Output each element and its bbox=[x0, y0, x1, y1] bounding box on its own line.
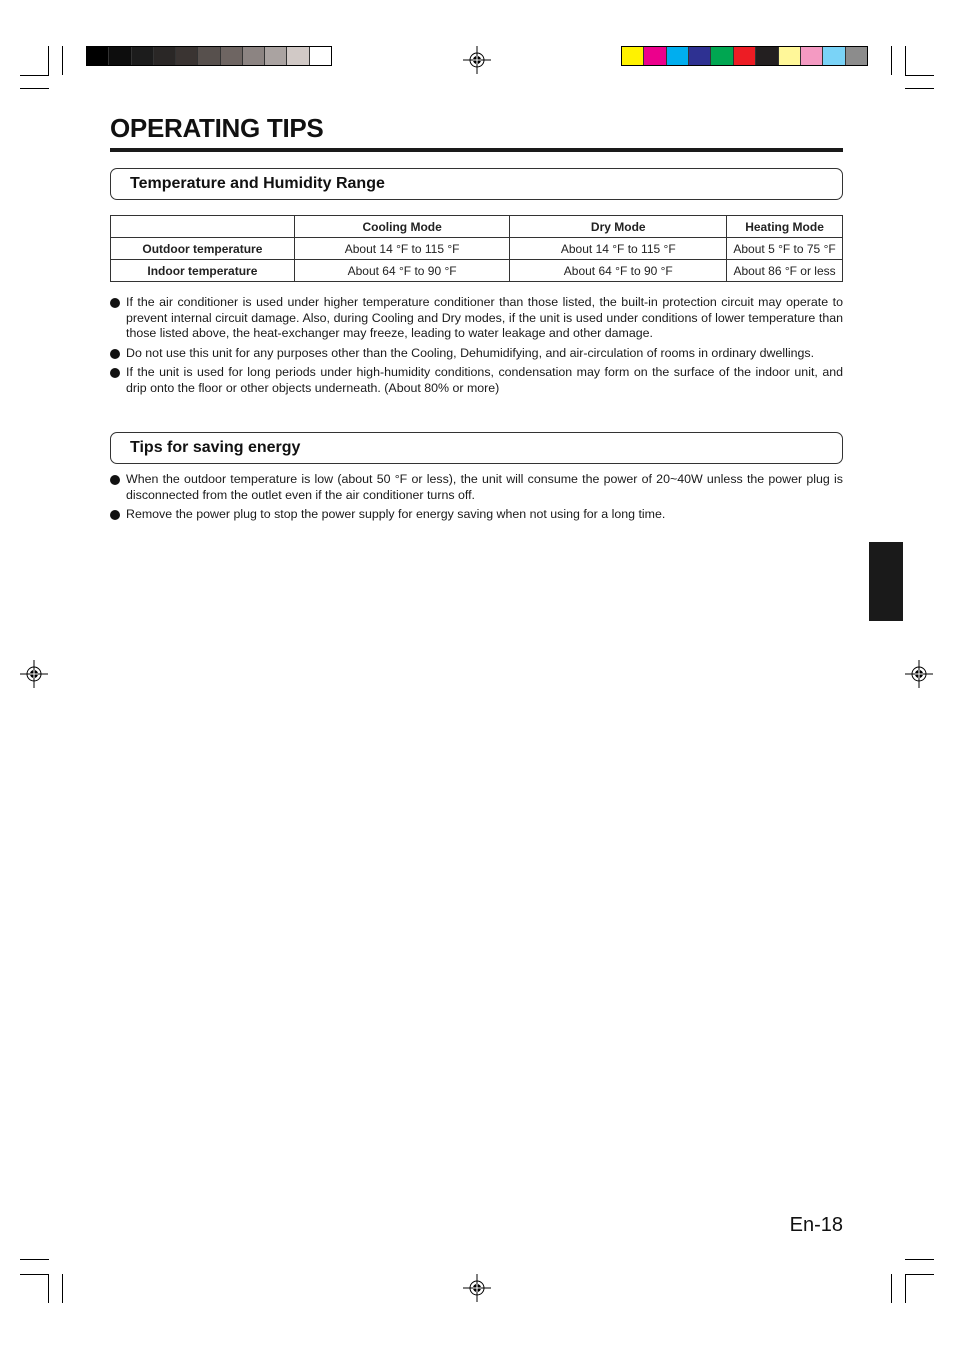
color-swatch bbox=[667, 47, 689, 65]
crop-mark bbox=[905, 75, 934, 76]
table-cell: About 64 °F to 90 °F bbox=[294, 260, 510, 282]
table-row bbox=[111, 260, 843, 282]
crop-mark bbox=[20, 1259, 49, 1260]
color-swatch bbox=[265, 47, 287, 65]
list-item bbox=[110, 295, 843, 342]
crop-mark bbox=[62, 1274, 63, 1303]
registration-icon bbox=[20, 660, 48, 688]
crop-mark bbox=[20, 75, 49, 76]
crop-mark bbox=[905, 46, 906, 75]
section-heading: Tips for saving energy bbox=[130, 439, 301, 456]
list-item bbox=[110, 472, 843, 503]
registration-icon bbox=[463, 46, 491, 74]
color-swatch bbox=[87, 47, 109, 65]
list-item bbox=[110, 346, 843, 362]
table-row-label: Outdoor temperature bbox=[111, 238, 295, 260]
color-swatch bbox=[779, 47, 801, 65]
section-header-temperature bbox=[110, 168, 843, 200]
table-cell: About 86 °F or less bbox=[727, 260, 843, 282]
color-swatch bbox=[756, 47, 778, 65]
table-header-cell bbox=[111, 216, 295, 238]
crop-mark bbox=[48, 1274, 49, 1303]
color-swatch bbox=[310, 47, 331, 65]
table-cell: About 5 °F to 75 °F bbox=[727, 238, 843, 260]
color-swatch bbox=[109, 47, 131, 65]
color-swatch bbox=[734, 47, 756, 65]
color-swatch bbox=[154, 47, 176, 65]
color-swatch-bar bbox=[621, 46, 868, 66]
crop-mark bbox=[48, 46, 49, 75]
table-cell: About 14 °F to 115 °F bbox=[510, 238, 727, 260]
section-header-energy bbox=[110, 432, 843, 464]
color-swatch bbox=[622, 47, 644, 65]
list-item-text: When the outdoor temperature is low (about 50 °F or less), the unit will consume the power of 20~40W unless the power plug is disconnected from the outlet even if the air conditioner turns off. bbox=[126, 472, 843, 502]
temperature-notes bbox=[110, 295, 843, 400]
crop-mark bbox=[905, 1274, 906, 1303]
table-row bbox=[111, 238, 843, 260]
crop-mark bbox=[20, 88, 49, 89]
table-cell: About 64 °F to 90 °F bbox=[510, 260, 727, 282]
list-item-text: If the air conditioner is used under higher temperature conditioner than those listed, the built-in protection circuit may operate to prevent internal circuit damage. Also, during Cooling and Dry modes, if the unit is used under conditions of lower temperature than those listed above, the heat-exchanger may freeze, leading to water leakage and other damage. bbox=[126, 295, 843, 340]
color-swatch bbox=[176, 47, 198, 65]
crop-mark bbox=[62, 46, 63, 75]
list-item-text: Remove the power plug to stop the power supply for energy saving when not using for a long time. bbox=[126, 507, 666, 521]
registration-icon bbox=[905, 660, 933, 688]
grayscale-swatch-bar bbox=[86, 46, 332, 66]
color-swatch bbox=[711, 47, 733, 65]
list-item bbox=[110, 365, 843, 396]
crop-mark bbox=[905, 1274, 934, 1275]
color-swatch bbox=[644, 47, 666, 65]
crop-mark bbox=[891, 46, 892, 75]
table-cell: About 14 °F to 115 °F bbox=[294, 238, 510, 260]
color-swatch bbox=[243, 47, 265, 65]
list-item-text: If the unit is used for long periods under high-humidity conditions, condensation may form on the surface of the indoor unit, and drip onto the floor or other objects underneath. (About 80% or more) bbox=[126, 365, 843, 395]
color-swatch bbox=[221, 47, 243, 65]
color-swatch bbox=[689, 47, 711, 65]
section-heading: Temperature and Humidity Range bbox=[130, 175, 385, 192]
table-header-row bbox=[111, 216, 843, 238]
crop-mark bbox=[905, 1259, 934, 1260]
registration-icon bbox=[463, 1274, 491, 1302]
list-item-text: Do not use this unit for any purposes other than the Cooling, Dehumidifying, and air-circulation of rooms in ordinary dwellings. bbox=[126, 345, 815, 360]
color-swatch bbox=[801, 47, 823, 65]
crop-mark bbox=[891, 1274, 892, 1303]
color-swatch bbox=[823, 47, 845, 65]
title-rule bbox=[110, 148, 843, 152]
table-row-label: Indoor temperature bbox=[111, 260, 295, 282]
list-item bbox=[110, 507, 843, 523]
color-swatch bbox=[198, 47, 220, 65]
bullet-icon bbox=[110, 475, 120, 485]
crop-mark bbox=[20, 1274, 49, 1275]
color-swatch bbox=[846, 47, 867, 65]
section-tab-marker bbox=[869, 542, 903, 621]
table-header-cell: Dry Mode bbox=[510, 216, 727, 238]
bullet-icon bbox=[110, 368, 120, 378]
bullet-icon bbox=[110, 510, 120, 520]
energy-notes bbox=[110, 472, 843, 527]
bullet-icon bbox=[110, 349, 120, 359]
crop-mark bbox=[905, 88, 934, 89]
table-header-cell: Heating Mode bbox=[727, 216, 843, 238]
page-number: En-18 bbox=[789, 1214, 843, 1236]
color-swatch bbox=[287, 47, 309, 65]
table-header-cell: Cooling Mode bbox=[294, 216, 510, 238]
bullet-icon bbox=[110, 298, 120, 308]
page-title: OPERATING TIPS bbox=[110, 113, 324, 143]
temperature-range-table bbox=[110, 215, 843, 282]
color-swatch bbox=[132, 47, 154, 65]
